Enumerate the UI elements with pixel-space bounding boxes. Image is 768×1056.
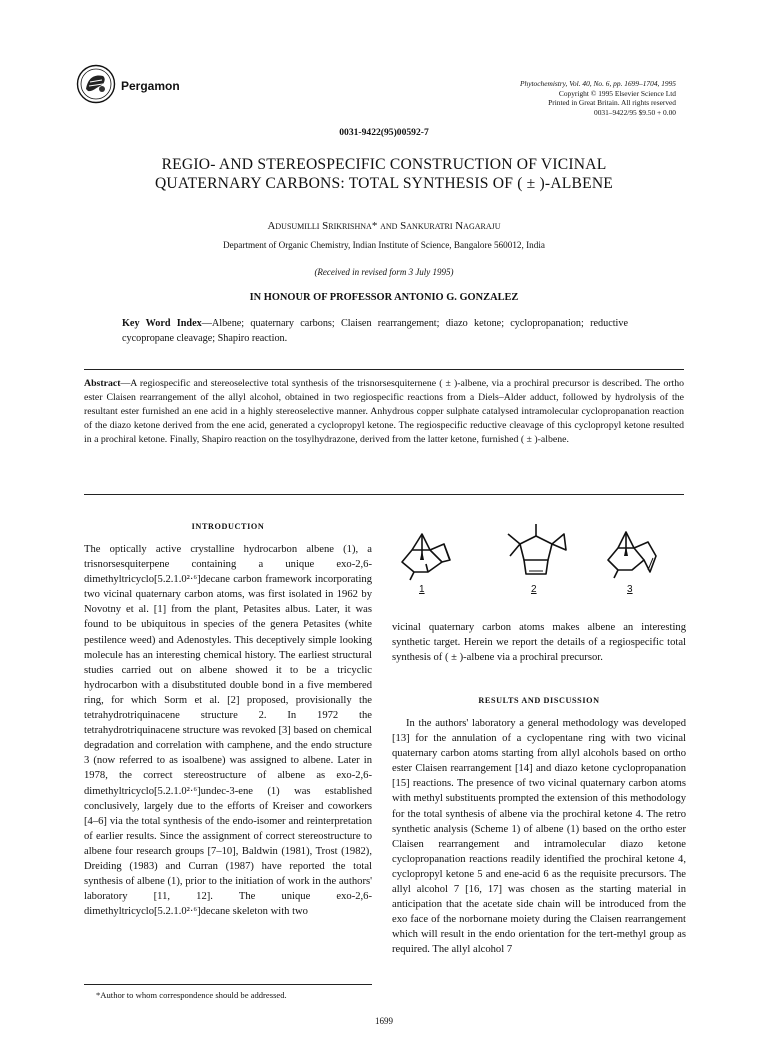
introduction-body xyxy=(84,542,372,919)
journal-line: Printed in Great Britain. All rights reserved xyxy=(548,98,676,108)
article-title xyxy=(0,155,768,193)
introduction-paragraph: The optically active crystalline hydrocarbon albene (1), a trisnorsesquiterpene containing a unique exo-2,6-dimethyltricyclo[5.2.1.0²·⁶]decane carbon framework incorporating two vicinal quaternary carbon atoms, was first isolated in 1962 by Novotny et al. [1] from the plant, Petasites albus. Later, it was found to be ubiquitous in species of the genera Petasites (white pestilence weed) and Adenostyles. This deceptively simple looking molecule has an interesting chemical history. The earliest structural studies carried out on albene showed it to be a tricyclic hydrocarbon with a disubstituted double bond in a five membered ring, for which Sorm et al. [2] proposed, provisionally the tetrahydrotriquinacene structure 2. In 1972 the tetrahydrotriquinacene structure was revoked [3] based on chemical degradation and correlation with camphene, and the endo structure 3 (now referred to as isoalbene) was assigned to albene. Later in 1978, the correct stereostructure of albene as exo-2,6-dimethyltricyclo[5.2.1.0²·⁶]undec-3-ene (1) was established conclusively, largely due to the efforts of Kreiser and coworkers [4–6] via the total synthesis of the endo-isomer and reinterpretation of earlier results. Since the assignment of correct stereostructure to albene four research groups [7–10], Baldwin (1981), Trost (1982), Dreiding (1983) and Curran (1987) have reported the total synthesis of albene (1), prior to the initiation of work in the authors' laboratory [11, 12]. The unique exo-2,6-dimethyltricyclo[5.2.1.0²·⁶]decane skeleton with two xyxy=(84,544,372,918)
affiliation: Department of Organic Chemistry, Indian Institute of Science, Bangalore 560012, India xyxy=(223,240,545,250)
introduction-continued-paragraph: vicinal quaternary carbon atoms makes albene an interesting synthetic target. Herein we report the details of a regiospecific total synthesis of ( ± )-albene via a prochiral precursor. xyxy=(392,622,686,664)
footnote-rule xyxy=(84,984,372,985)
introduction-continued xyxy=(392,620,686,665)
received-date: (Received in revised form 3 July 1995) xyxy=(314,267,454,277)
keywords xyxy=(122,317,628,346)
section-heading-results: RESULTS AND DISCUSSION xyxy=(478,696,600,705)
divider xyxy=(84,494,684,495)
structure-3 xyxy=(600,520,666,586)
page-number: 1699 xyxy=(375,1016,393,1026)
section-heading-introduction: INTRODUCTION xyxy=(191,522,265,531)
abstract-label: Abstract xyxy=(84,378,121,389)
structure-label-3: 3 xyxy=(627,584,633,595)
publisher-name: Pergamon xyxy=(121,79,180,93)
publisher-logo xyxy=(76,64,116,104)
results-body xyxy=(392,716,686,958)
honour-line: IN HONOUR OF PROFESSOR ANTONIO G. GONZALEZ xyxy=(249,292,519,303)
abstract xyxy=(84,377,684,447)
title-line: QUATERNARY CARBONS: TOTAL SYNTHESIS OF ( ± )-ALBENE xyxy=(154,175,614,192)
keywords-text: —Albene; quaternary carbons; Claisen rearrangement; diazo ketone; cyclopropanation; reductive cycopropane cleavage; Shapiro reaction. xyxy=(122,318,628,344)
journal-info xyxy=(520,79,676,117)
abstract-text: —A regiospecific and stereoselective total synthesis of the trisnorsesquiternene ( ± )-albene, via a prochiral precursor is described. The ortho ester Claisen rearrangement of the allyl alcohol, obtained in two regiospecific reactions from a Diels–Alder adduct, followed by hydrolysis of the resultant ester furnished an ene acid in a highly stereoselective manner. Anhydrous copper sulphate catalysed intramolecular cyclopropanation reaction of the diazo ketone derived from the ene acid, generated a cyclopropyl ketone. The regiospecific reductive cleavage of this cyclopropyl ketone resulted in a prochiral ketone. Finally, Shapiro reaction on the tosylhydrazone, derived from the latter ketone, furnished ( ± )-albene. xyxy=(84,378,684,445)
doi-code: 0031-9422(95)00592-7 xyxy=(339,127,429,138)
authors: Adusumilli Srikrishna* and Sankuratri Nagaraju xyxy=(267,220,501,232)
structure-2 xyxy=(500,516,572,586)
journal-line: Phytochemistry, Vol. 40, No. 6, pp. 1699–1704, 1995 xyxy=(519,79,676,88)
title-line: REGIO- AND STEREOSPECIFIC CONSTRUCTION OF VICINAL xyxy=(161,156,607,173)
footnote: *Author to whom correspondence should be addressed. xyxy=(96,990,287,1000)
results-paragraph: In the authors' laboratory a general methodology was developed [13] for the annulation of a cyclopentane ring with two vicinal quaternary carbon atoms starting from allyl alcohols based on ortho ester Claisen rearrangement [14] and diazo ketone cyclopropanation [15] reactions. The presence of two vicinal quaternary carbon atoms with methyl substituents prompted the extension of this methodology for the total synthesis of albene via the prochiral ketone 4. The retro synthetic analysis (Scheme 1) of albene (1) based on the ortho ester Claisen rearrangement and intramolecular diazo ketone cyclopropanation reactions readily identified the prochiral ketone 4, cyclopropyl ketone 5 and ene-acid 6 as the requisite precursors. The allyl alcohol 7 [16, 17] was chosen as the starting material in anticipation that the acetate side chain will be introduced from the exo face of the norbornane moiety during the Claisen rearrangement which will result in the endo orientation for the tert-methyl group as required. The allyl alcohol 7 xyxy=(392,718,686,956)
divider xyxy=(84,369,684,370)
journal-line: 0031–9422/95 $9.50 + 0.00 xyxy=(594,107,676,117)
keywords-label: Key Word Index xyxy=(122,318,202,329)
structure-label-1: 1 xyxy=(419,584,425,595)
journal-line: Copyright © 1995 Elsevier Science Ltd xyxy=(558,88,676,98)
structure-label-2: 2 xyxy=(531,584,537,595)
structure-1 xyxy=(392,520,458,586)
